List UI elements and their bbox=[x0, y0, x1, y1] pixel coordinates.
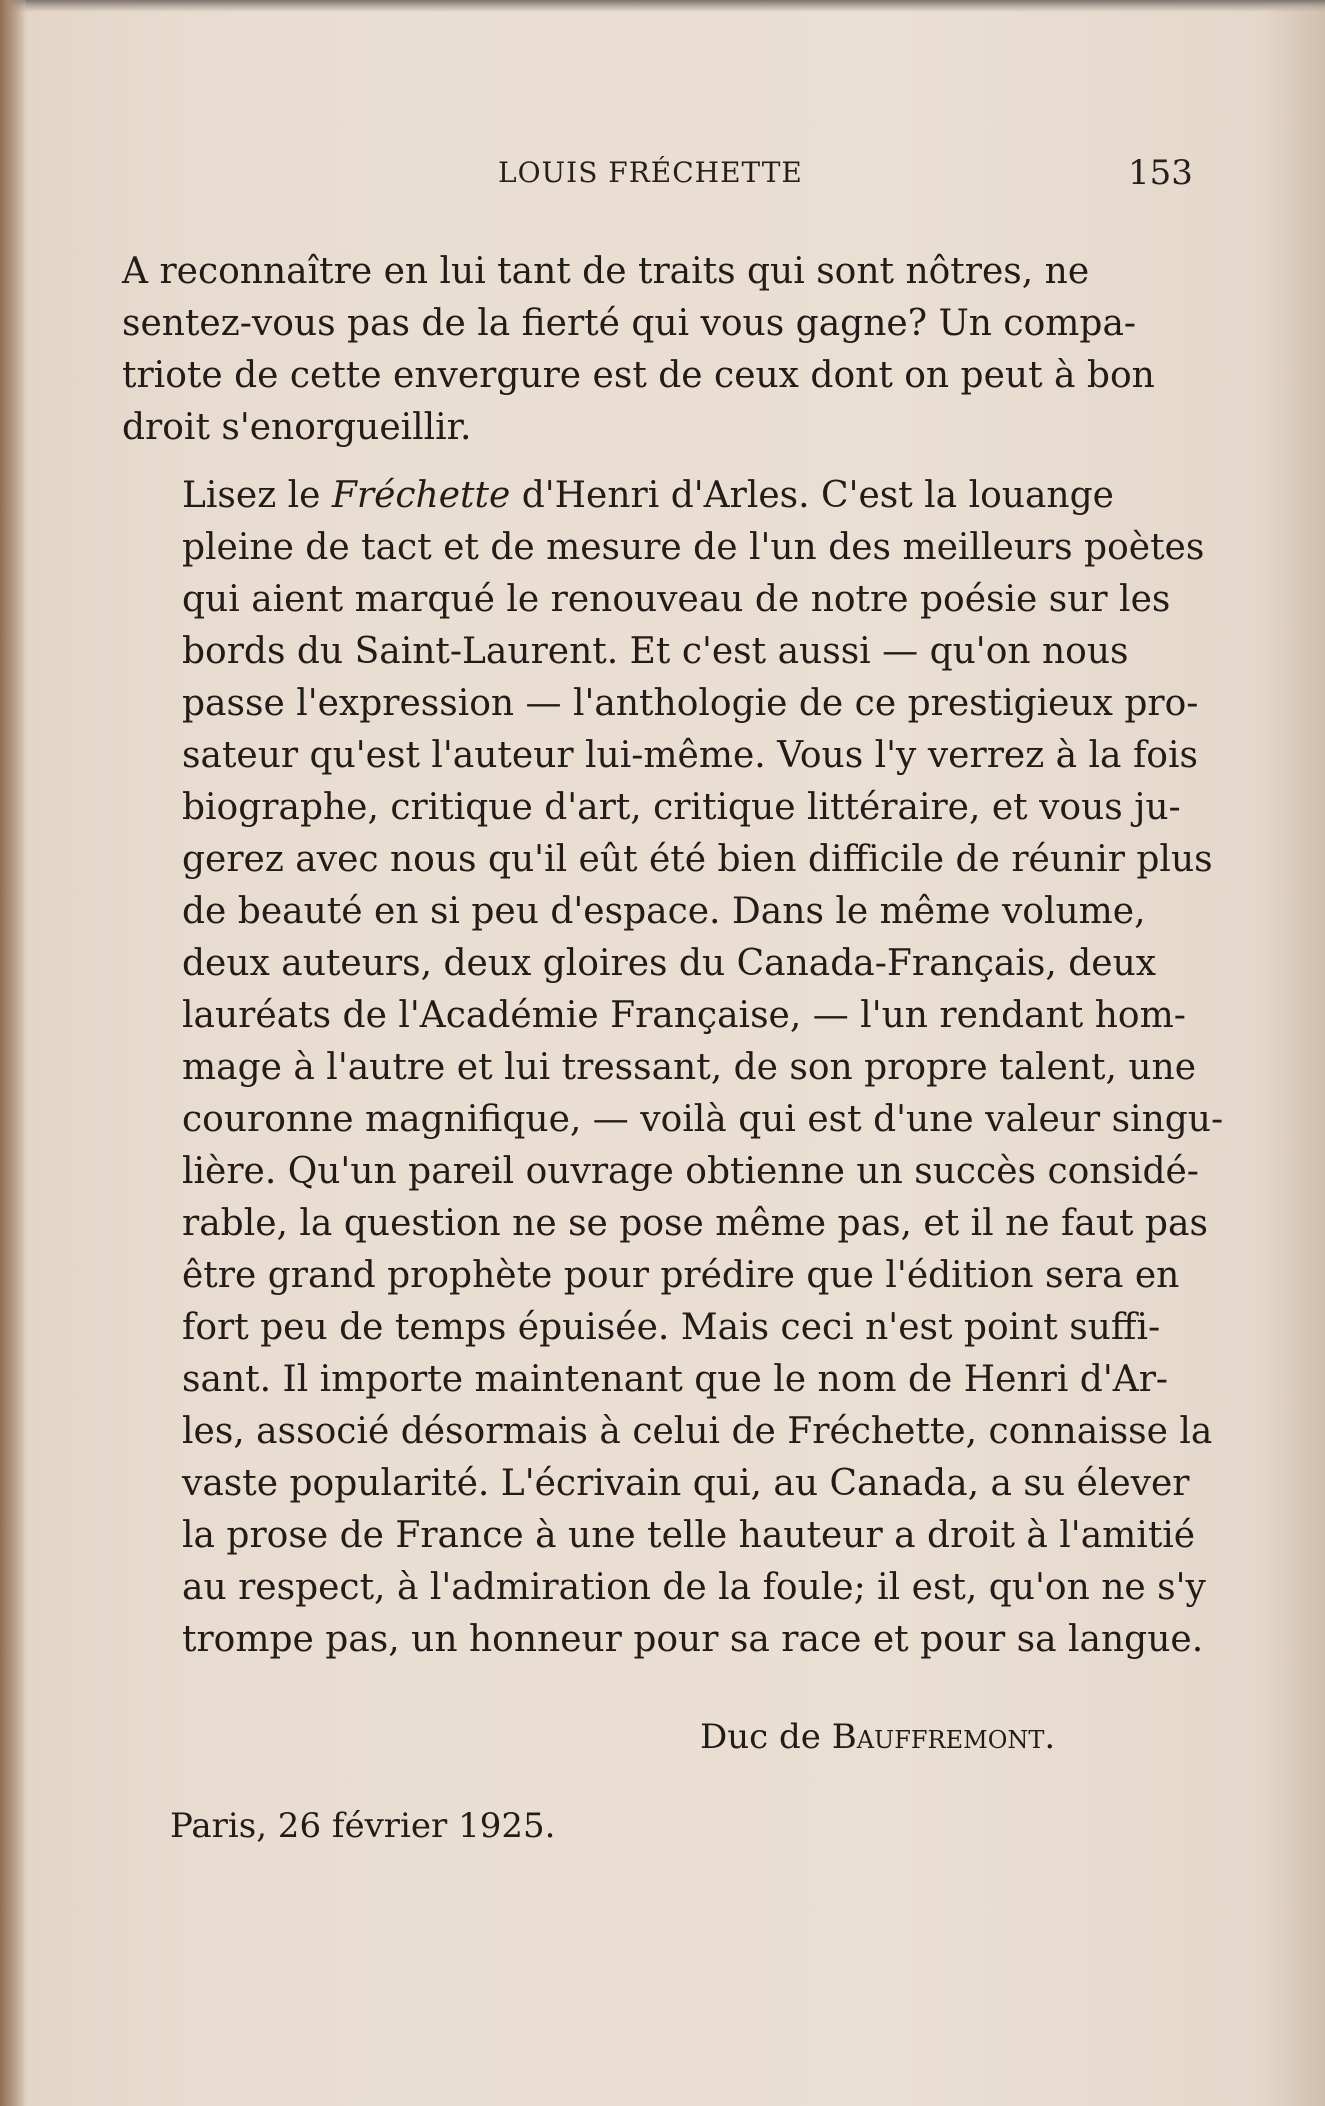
text-line: fort peu de temps épuisée. Mais ceci n'est point suffi- bbox=[182, 1307, 1161, 1348]
text-line: couronne magnifique, — voilà qui est d'une valeur singu- bbox=[182, 1099, 1224, 1140]
text-line: sateur qu'est l'auteur lui-même. Vous l'y verrez à la fois bbox=[182, 735, 1198, 776]
text-line: biographe, critique d'art, critique littéraire, et vous ju- bbox=[182, 787, 1181, 828]
text-line: passe l'expression — l'anthologie de ce prestigieux pro- bbox=[182, 683, 1199, 724]
text-line: être grand prophète pour prédire que l'édition sera en bbox=[182, 1255, 1180, 1296]
text-line: lauréats de l'Académie Française, — l'un rendant hom- bbox=[182, 995, 1186, 1036]
text-line: les, associé désormais à celui de Fréchette, connaisse la bbox=[182, 1411, 1213, 1452]
text-line: de beauté en si peu d'espace. Dans le même volume, bbox=[182, 891, 1146, 932]
text-line: gerez avec nous qu'il eût été bien difficile de réunir plus bbox=[182, 839, 1213, 880]
page-top-edge bbox=[0, 0, 1325, 12]
text-line: bords du Saint-Laurent. Et c'est aussi — qu'on nous bbox=[182, 631, 1129, 672]
text-line: mage à l'autre et lui tressant, de son propre talent, une bbox=[182, 1047, 1197, 1088]
text-line: trompe pas, un honneur pour sa race et pour sa langue. bbox=[182, 1619, 1204, 1660]
text-line bbox=[122, 470, 1187, 522]
text-line: vaste popularité. L'écrivain qui, au Canada, a su élever bbox=[182, 1463, 1190, 1504]
text-line: droit s'enorgueillir. bbox=[122, 407, 472, 448]
paragraph-2-lead: Lisez le bbox=[182, 475, 332, 516]
text-line: rable, la question ne se pose même pas, et il ne faut pas bbox=[182, 1203, 1208, 1244]
signature-prefix: Duc de bbox=[700, 1717, 832, 1757]
paragraph-2-line1-rest: d'Henri d'Arles. C'est la louange bbox=[510, 475, 1114, 516]
text-line: lière. Qu'un pareil ouvrage obtienne un succès considé- bbox=[182, 1151, 1199, 1192]
text-line: sentez-vous pas de la fierté qui vous gagne? Un compa- bbox=[122, 303, 1137, 344]
dateline: Paris, 26 février 1925. bbox=[170, 1806, 556, 1846]
text-line: A reconnaître en lui tant de traits qui sont nôtres, ne bbox=[122, 251, 1090, 292]
page-number: 153 bbox=[1128, 153, 1193, 193]
text-line: triote de cette envergure est de ceux dont on peut à bon bbox=[122, 355, 1155, 396]
body-text bbox=[122, 246, 1224, 1666]
book-title: Fréchette bbox=[331, 475, 511, 516]
signature bbox=[700, 1717, 1055, 1757]
signature-name: Bauffremont. bbox=[831, 1717, 1056, 1757]
text-line: sant. Il importe maintenant que le nom de Henri d'Ar- bbox=[182, 1359, 1169, 1400]
text-line: deux auteurs, deux gloires du Canada-Français, deux bbox=[182, 943, 1157, 984]
text-line: qui aient marqué le renouveau de notre poésie sur les bbox=[182, 579, 1171, 620]
page-binding-edge bbox=[0, 0, 26, 2106]
text-line: la prose de France à une telle hauteur a droit à l'amitié bbox=[182, 1515, 1196, 1556]
text-line: au respect, à l'admiration de la foule; il est, qu'on ne s'y bbox=[182, 1567, 1206, 1608]
running-head: LOUIS FRÉCHETTE bbox=[498, 156, 803, 189]
paragraph-2 bbox=[122, 470, 1224, 1666]
paragraph-1 bbox=[122, 246, 1187, 454]
text-line: pleine de tact et de mesure de l'un des meilleurs poètes bbox=[182, 527, 1205, 568]
